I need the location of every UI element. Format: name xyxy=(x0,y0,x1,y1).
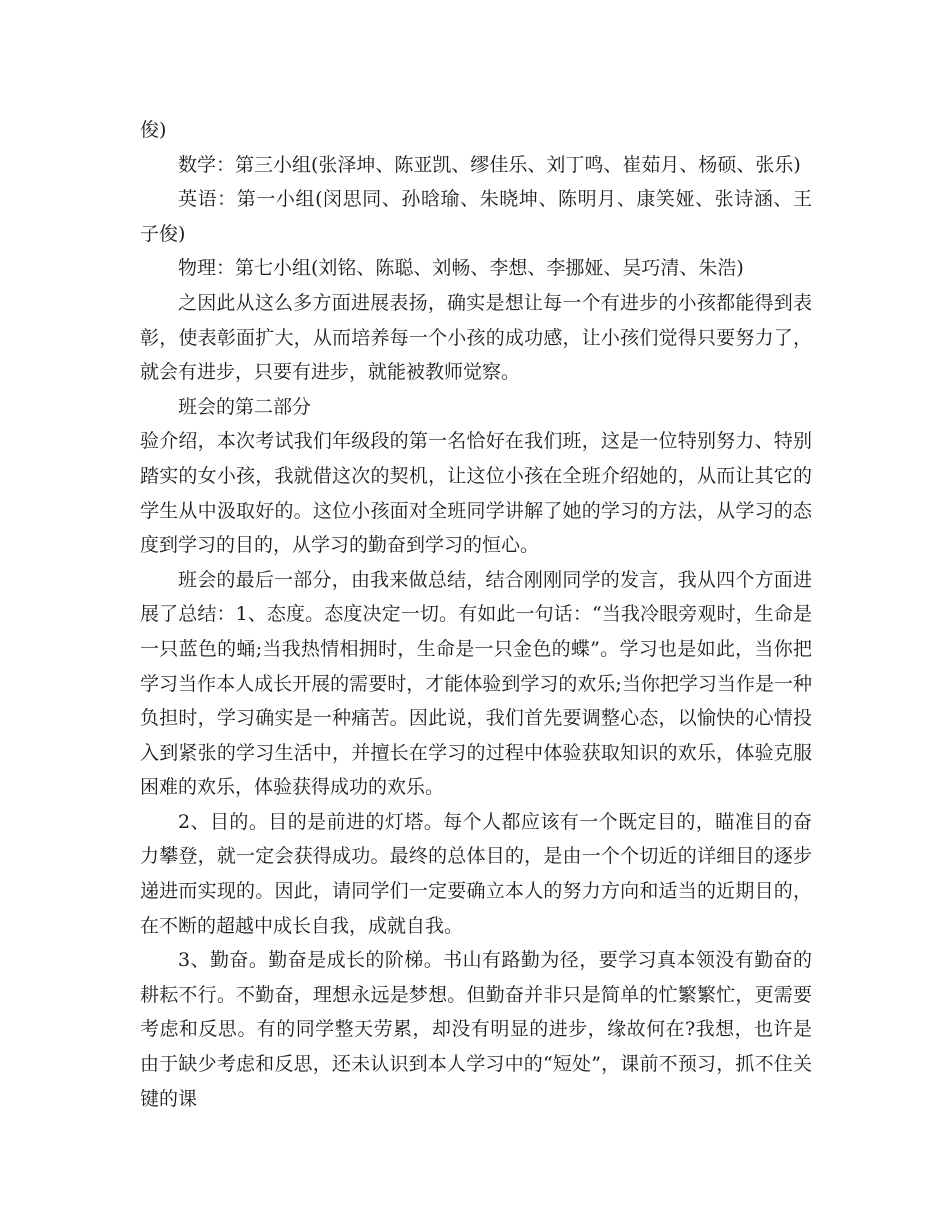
paragraph-summary-attitude: 班会的最后一部分，由我来做总结，结合刚刚同学的发言，我从四个方面进展了总结：1、态度。态度决定一切。有如此一句话：“当我冷眼旁观时，生命是一只蓝色的蛹;当我热情相拥时，生命是一只金色的蝶”。学习也是如此，当你把学习当作本人成长开展的需要时，才能体验到学习的欢乐;当你把学习当作是一种负担时，学习确实是一种痛苦。因此说，我们首先要调整心态，以愉快的心情投入到紧张的学习生活中，并擅长在学习的过程中体验获取知识的欢乐，体验克服困难的欢乐，体验获得成功的欢乐。 xyxy=(140,568,812,799)
paragraph-math-group: 数学：第三小组(张泽坤、陈亚凯、缪佳乐、刘丁鸣、崔茹月、杨硕、张乐) xyxy=(178,153,801,176)
paragraph-section-two-heading: 班会的第二部分 xyxy=(178,395,312,418)
paragraph-praise-reason: 之因此从这么多方面进展表扬，确实是想让每一个有进步的小孩都能得到表彰，使表彰面扩大，从而培养每一个小孩的成功感，让小孩们觉得只要努力了，就会有进步，只要有进步，就能被教师觉察。 xyxy=(140,291,812,384)
paragraph-continuation: 俊) xyxy=(140,119,167,141)
paragraph-experience-intro: 验介绍，本次考试我们年级段的第一名恰好在我们班，这是一位特别努力、特别踏实的女小孩，我就借这次的契机，让这位小孩在全班介绍她的，从而让其它的学生从中汲取好的。这位小孩面对全班同学讲解了她的学习的方法，从学习的态度到学习的目的，从学习的勤奋到学习的恒心。 xyxy=(140,430,812,557)
paragraph-physics-group: 物理：第七小组(刘铭、陈聪、刘畅、李想、李挪娅、吴巧清、朱浩) xyxy=(178,257,744,280)
paragraph-goal: 2、目的。目的是前进的灯塔。每个人都应该有一个既定目的，瞄准目的奋力攀登，就一定会获得成功。最终的总体目的，是由一个个切近的详细目的逐步递进而实现的。因此，请同学们一定要确立本人的努力方向和适当的近期目的，在不断的超越中成长自我，成就自我。 xyxy=(140,810,812,937)
paragraph-english-group: 英语：第一小组(闵思同、孙晗瑜、朱晓坤、陈明月、康笑娅、张诗涵、王子俊) xyxy=(140,188,812,245)
document-body xyxy=(140,113,812,1116)
paragraph-diligence: 3、勤奋。勤奋是成长的阶梯。书山有路勤为径，要学习真本领没有勤奋的耕耘不行。不勤奋，理想永远是梦想。但勤奋并非只是简单的忙繁繁忙，更需要考虑和反思。有的同学整天劳累，却没有明显的进步，缘故何在?我想，也许是由于缺少考虑和反思，还未认识到本人学习中的“短处”，课前不预习，抓不住关键的课 xyxy=(140,949,812,1110)
